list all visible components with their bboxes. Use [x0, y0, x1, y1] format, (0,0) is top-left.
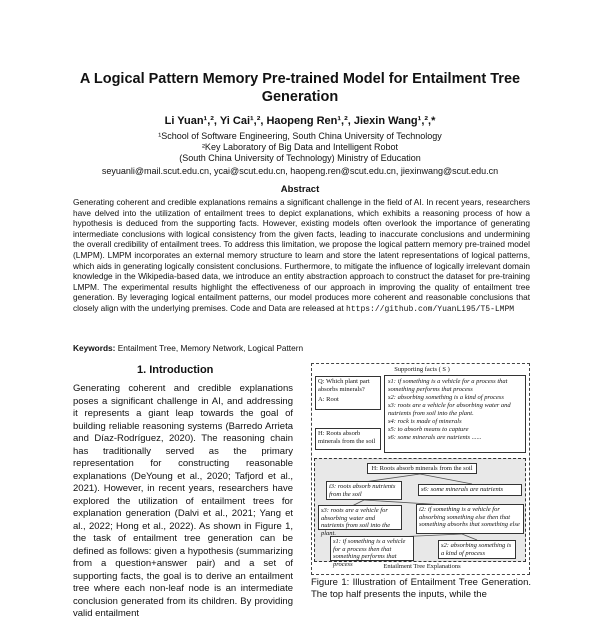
question-text: Q: Which plant part absorbs minerals?: [318, 378, 370, 393]
edge-h-s6: [420, 474, 472, 484]
tree-node-s2: [438, 540, 516, 559]
figure-1: [311, 363, 530, 575]
answer-text: A: Root: [318, 396, 339, 403]
author-emails: seyuanli@mail.scut.edu.cn, ycai@scut.edu.cn, haopeng.ren@scut.edu.cn, jiexinwang@scut.edu.cn: [101, 166, 499, 176]
tree-node-s3: [318, 505, 402, 537]
abstract-text: Generating coherent and credible explanations remains a significant challenge in the field of AI. In recent years, researchers have delved into the utilization of entailment trees to depict explanations, which exhibits a reasoning process of how a hypothesis is deduced from the supporting facts. However, existing models often overlook the importance of generating intermediate conclusions with logical consistency from the given facts, leading to inaccurate conclusions and undermining the overall credibility of entailment trees. To address this limitation, we propose the logical pattern memory pre-trained model (LMPM). LMPM incorporates an external memory structure to learn and store the latent representations of logical patterns, which aids in generating logically consistent conclusions. Furthermore, to mitigate the influence of logically irrelevant domain knowledge in the Wikipedia-based data, we introduce an entity abstraction approach to construct the dataset for pre-training LMPM. The experimental results highlight the effectiveness of our approach in improving the quality of entailment tree generation. By leveraging logical entailment patterns, our model produces more coherent and reasonable conclusions that closely align with the underlying premises. Code and Data are released at: [73, 197, 530, 313]
tree-node-s3-text: s3: roots are a vehicle for absorbing water and nutrients from soil into the plant.: [321, 507, 391, 537]
tree-node-s6-text: s6: some minerals are nutrients: [421, 486, 504, 493]
keywords-line: [73, 343, 303, 353]
tree-root-node: [367, 463, 477, 474]
tree-node-s6: [418, 484, 522, 496]
figure-1-caption: Figure 1: Illustration of Entailment Tree Generation. The top half presents the inputs, while the: [311, 577, 531, 600]
tree-node-s2-text: s2: absorbing something is a kind of process: [441, 542, 512, 557]
keywords-text: Entailment Tree, Memory Network, Logical Pattern: [117, 343, 304, 353]
fact-s1: s1: if something is a vehicle for a process that something performs that process: [388, 378, 508, 393]
introduction-text: Generating coherent and credible explanations poses a significant challenge in AI, and addressing it represents a giant leap towards the goal of building reliable reasoning systems (Barredo Arrieta and Díaz-Rodríguez, 2020). The reasoning chain has traditionally served as the primary representation for constructing reasonable explanations (DeYoung et al., 2020; Tafjord et al., 2021). However, in recent years, researchers have explored the utilization of entailment trees for explanation generation (Dalvi et al., 2021; Yang et al., 2022; Hong et al., 2022). As shown in Figure 1, the task of entailment tree generation can be defined as follows: given a hypothesis (summarizing from a question+answer pair) and a set of supporting facts, the goal is to derive an entailment tree where each non-leaf node is an intermediate conclusion generated from its children. By providing valid entailment: [73, 383, 293, 619]
fact-s5: s5: to absorb means to capture: [388, 426, 469, 433]
tree-node-i3-text: i3: roots absorb nutrients from the soil: [329, 483, 396, 498]
tree-node-i2-text: i2: if something is a vehicle for absorbing something else then that something absorbs that something else: [419, 506, 520, 528]
abstract-body: [73, 197, 530, 316]
tree-node-s1-text: s1: if something is a vehicle for a process then that something performs that process: [333, 538, 406, 568]
fact-s4: s4: rock is made of minerals: [388, 418, 462, 425]
affiliation-3: (South China University of Technology) Ministry of Education: [179, 153, 421, 163]
affiliation-2: ²Key Laboratory of Big Data and Intelligent Robot: [201, 142, 399, 152]
supporting-facts-label: Supporting facts ( S ): [394, 366, 450, 373]
tree-label: Entailment Tree Explanations: [383, 563, 461, 570]
tree-root-text: H: Roots absorb minerals from the soil: [371, 465, 473, 472]
author-list: Li Yuan¹,², Yi Cai¹,², Haopeng Ren¹,², Jiexin Wang¹,²,*: [164, 115, 436, 127]
paper-title: A Logical Pattern Memory Pre-trained Model for Entailment Tree Generation: [79, 71, 521, 105]
tree-node-s1: [330, 536, 414, 568]
abstract-heading: Abstract: [280, 184, 320, 195]
section-heading-introduction: 1. Introduction: [137, 364, 214, 376]
keywords-label: Keywords:: [73, 343, 116, 353]
affiliation-1: ¹School of Software Engineering, South China University of Technology: [158, 131, 442, 141]
hypothesis-text: H: Roots absorb minerals from the soil: [318, 430, 376, 445]
tree-node-i2: [416, 504, 524, 534]
code-url-link[interactable]: https://github.com/YuanLi95/T5-LMPM: [346, 304, 515, 314]
fact-s6: s6: some minerals are nutrients ......: [388, 434, 482, 441]
tree-node-i3: [326, 481, 402, 500]
fact-s2: s2: absorbing something is a kind of process: [388, 394, 504, 401]
fact-s3: s3: roots are a vehicle for absorbing water and nutrients from soil into the plant.: [388, 402, 511, 417]
